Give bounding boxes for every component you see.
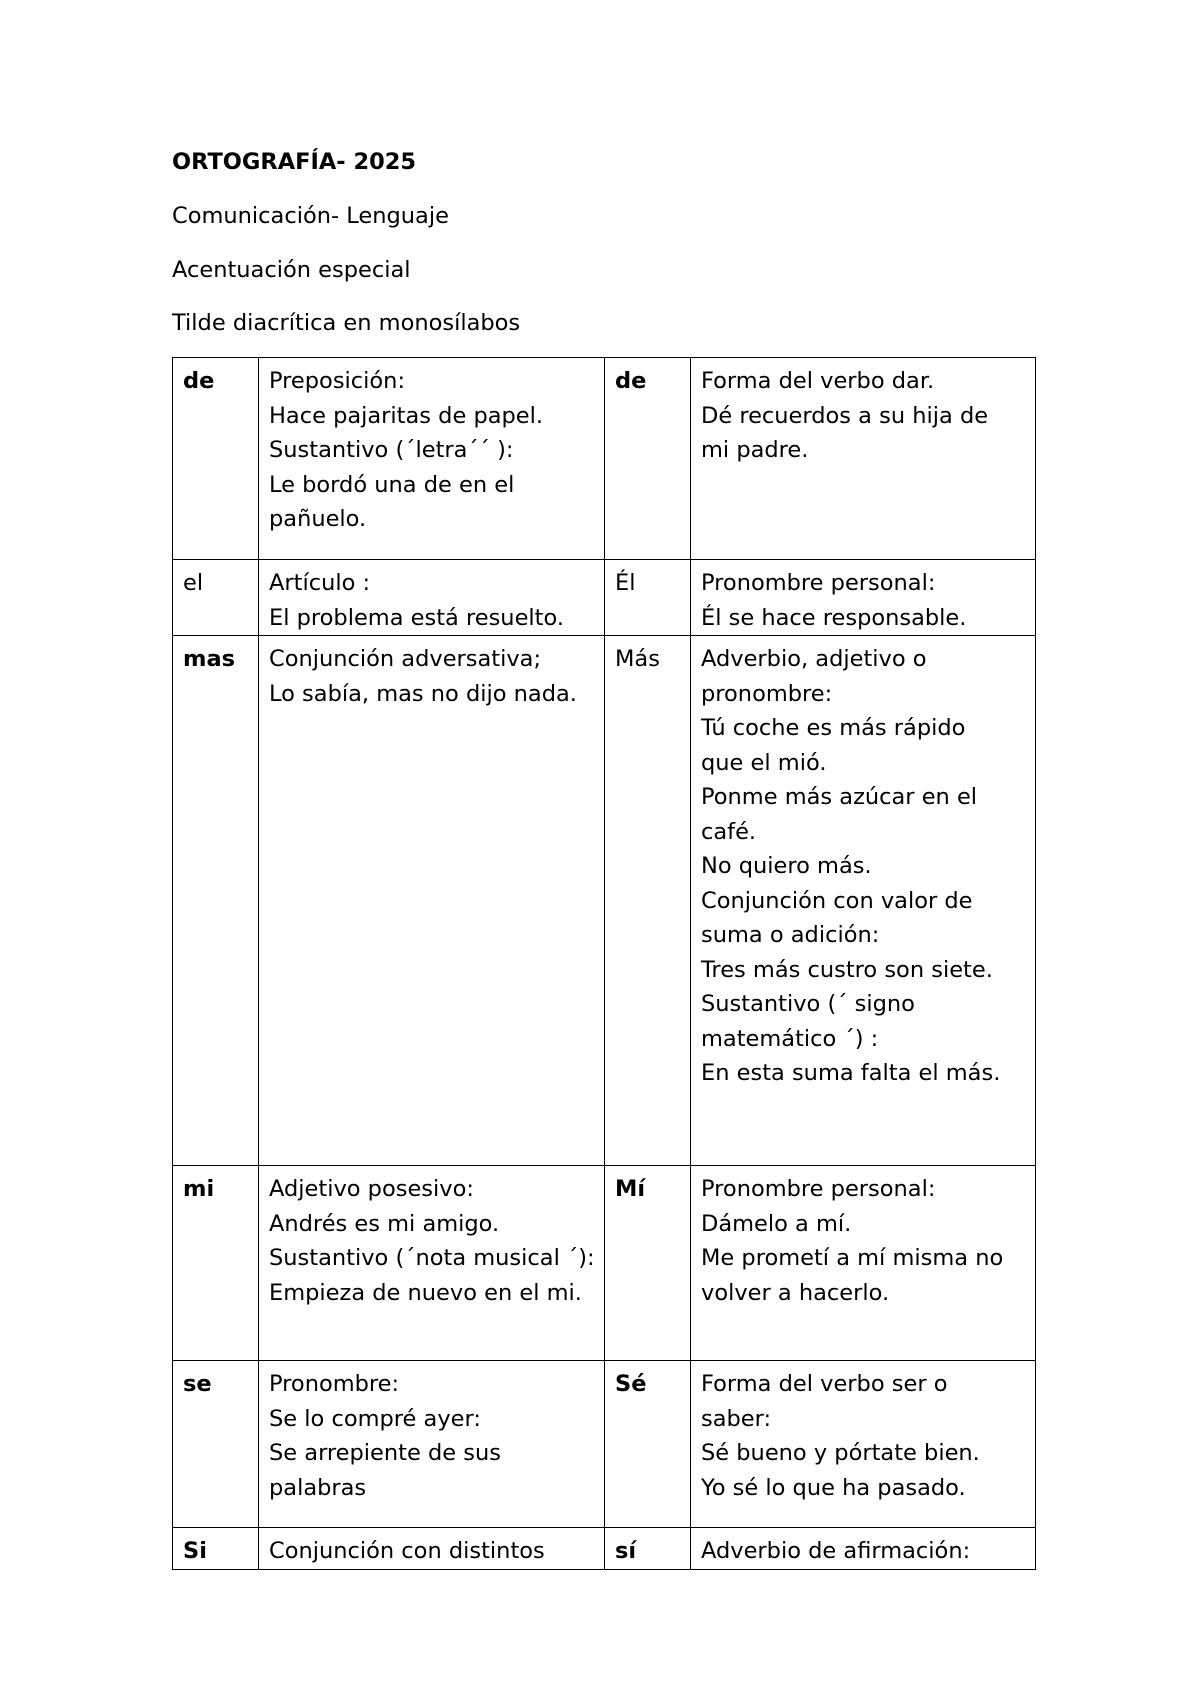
unaccented-definition-cell (259, 636, 605, 1166)
unaccented-definition-cell (259, 1166, 605, 1361)
accented-word-cell: de (605, 358, 691, 560)
definition-line: saber: (701, 1405, 772, 1432)
table-row (173, 1528, 1036, 1570)
definition-line: En esta suma falta el más. (701, 1060, 1001, 1086)
definition-line: suma o adición: (701, 922, 880, 948)
accented-word-cell: sí (605, 1528, 691, 1570)
definition-line: Ponme más azúcar en el (701, 784, 978, 810)
definition-line: pañuelo. (269, 506, 367, 532)
unaccented-word-cell: Si (173, 1528, 259, 1570)
definition-line: Dé recuerdos a su hija de (701, 402, 989, 429)
table-row (173, 560, 1036, 636)
definition-line: que el mió. (701, 749, 827, 776)
definition-line: Pronombre: (269, 1371, 400, 1397)
definition-line: Me prometí a mí misma no (701, 1245, 1004, 1271)
definition-line: mi padre. (701, 437, 809, 463)
definition-line: Lo sabía, mas no dijo nada. (269, 680, 577, 707)
diacritic-accent-table (172, 357, 1036, 1570)
definition-line: pronombre: (701, 680, 833, 707)
accented-definition-cell (691, 636, 1036, 1166)
definition-line: Empieza de nuevo en el mi. (269, 1279, 582, 1306)
definition-line: Artículo : (269, 570, 371, 596)
definition-line: Sustantivo (´ signo (701, 991, 915, 1017)
unaccented-definition-cell (259, 358, 605, 560)
table-row (173, 1361, 1036, 1528)
definition-line: palabras (269, 1474, 367, 1501)
definition-line: Se lo compré ayer: (269, 1405, 481, 1432)
definition-line: café. (701, 818, 757, 845)
definition-line: Él se hace responsable. (701, 604, 967, 631)
unaccented-definition-cell (259, 1361, 605, 1528)
definition-line: Dámelo a mí. (701, 1210, 852, 1237)
definition-line: Forma del verbo ser o (701, 1371, 948, 1397)
table-row (173, 636, 1036, 1166)
definition-line: Adjetivo posesivo: (269, 1176, 474, 1202)
definition-line: Pronombre personal: (701, 1176, 936, 1202)
accented-definition-cell (691, 1528, 1036, 1570)
definition-line: volver a hacerlo. (701, 1279, 890, 1306)
definition-line: Adverbio, adjetivo o (701, 646, 927, 672)
definition-line: Yo sé lo que ha pasado. (701, 1474, 966, 1501)
accented-word-cell: Mí (605, 1166, 691, 1361)
unaccented-word-cell: de (173, 358, 259, 560)
document-title: ORTOGRAFÍA- 2025 (172, 149, 417, 175)
accented-definition-cell (691, 560, 1036, 636)
definition-line: Conjunción con distintos (269, 1538, 545, 1564)
definition-line: No quiero más. (701, 853, 872, 879)
definition-line: Tú coche es más rápido (701, 715, 966, 741)
definition-line: Forma del verbo dar. (701, 368, 935, 394)
unaccented-word-cell: se (173, 1361, 259, 1528)
definition-line: El problema está resuelto. (269, 604, 565, 631)
table-row (173, 358, 1036, 560)
definition-line: Sé bueno y pórtate bien. (701, 1440, 980, 1466)
accented-definition-cell (691, 1166, 1036, 1361)
table-row (173, 1166, 1036, 1361)
accented-word-cell: Más (605, 636, 691, 1166)
definition-line: Conjunción adversativa; (269, 646, 542, 672)
accented-word-cell: Sé (605, 1361, 691, 1528)
unaccented-word-cell: el (173, 560, 259, 636)
definition-line: Sustantivo (´nota musical ´): (269, 1245, 595, 1271)
unaccented-definition-cell (259, 1528, 605, 1570)
subject-line: Comunicación- Lenguaje (172, 203, 449, 229)
definition-line: Le bordó una de en el (269, 471, 515, 498)
subtopic-line: Tilde diacrítica en monosílabos (172, 310, 521, 336)
definition-line: Tres más custro son siete. (701, 956, 993, 983)
definition-line: Se arrepiente de sus (269, 1440, 501, 1466)
definition-line: Andrés es mi amigo. (269, 1210, 500, 1237)
definition-line: Preposición: (269, 368, 406, 394)
unaccented-word-cell: mas (173, 636, 259, 1166)
definition-line: Sustantivo (´letra´´ ): (269, 437, 514, 463)
accented-word-cell: Él (605, 560, 691, 636)
accented-definition-cell (691, 1361, 1036, 1528)
unaccented-word-cell: mi (173, 1166, 259, 1361)
topic-line: Acentuación especial (172, 257, 411, 283)
accented-definition-cell (691, 358, 1036, 560)
unaccented-definition-cell (259, 560, 605, 636)
definition-line: Pronombre personal: (701, 570, 936, 596)
definition-line: Conjunción con valor de (701, 887, 973, 914)
definition-line: Hace pajaritas de papel. (269, 402, 544, 429)
definition-line: matemático ´) : (701, 1025, 879, 1052)
definition-line: Adverbio de afirmación: (701, 1538, 971, 1564)
